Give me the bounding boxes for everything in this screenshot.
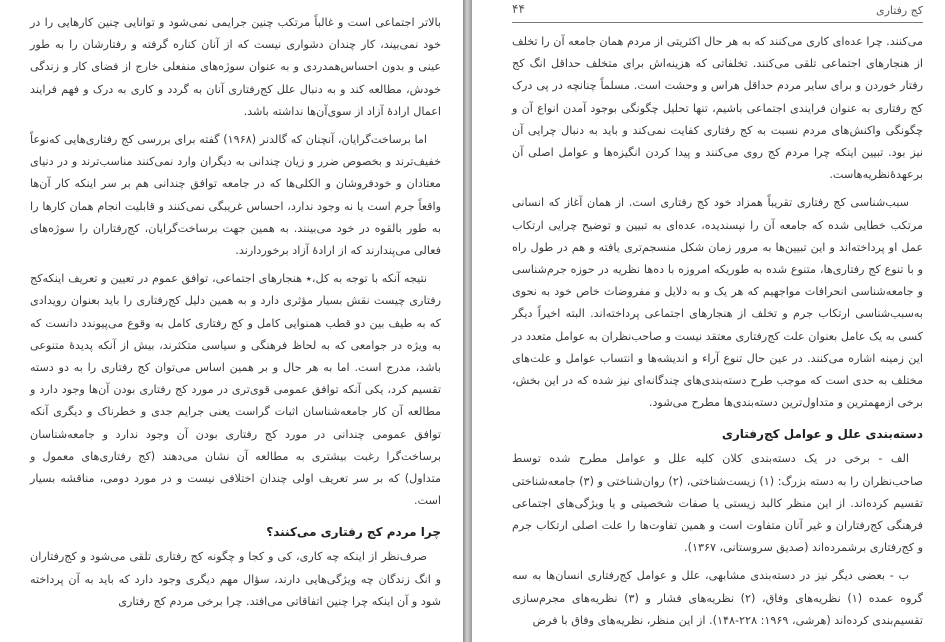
left-page (0, 0, 463, 642)
list-paragraph: الف - برخی در یک دسته‌بندی کلان کلیه علل و عوامل مطرح شده توسط صاحب‌نظران را به دسته بزرگ: (۱) زیست‌شناختی، (۲) روان‌شناختی و (۳) جامعه‌شناختی تقسیم کرده‌اند. از این منظر کالبد زیستی یا صفات شخصیتی و یا ویژگی‌های اجتماعی فرهنگی کج‌رفتاران و غیر آنان متفاوت است و همین تفاوت‌ها را علت اصلی ارتکاب جرم و کج‌رفتاری برشمرده‌اند (صدیق سروستانی، ۱۳۶۷). (512, 452, 923, 555)
body-paragraph: صرف‌نظر از اینکه چه کاری، کی و کجا و چگونه کج رفتاری تلقی می‌شود و کج‌رفتاران و انگ زندگان چه ویژگی‌هایی دارند، سؤال مهم دیگری وجود دارد که باید به آن پرداخته شود و آن اینکه چرا چنین اتفاقاتی می‌افتد. چرا برخی مردم کج رفتاری (30, 550, 441, 608)
list-paragraph: ب - بعضی دیگر نیز در دسته‌بندی مشابهی، علل و عوامل کج‌رفتاری انسان‌ها به سه گروه عمده (۱) نظریه‌های وفاق، (۲) نظریه‌های فشار و (۳) نظریه‌های مجرم‌سازی تقسیم‌بندی کرده‌اند (هرشی، ۱۹۶۹: ۲۲۸-۱۴۸). از این منظر، نظریه‌های وفاق با فرض (512, 569, 923, 627)
body-paragraph: سبب‌شناسی کج رفتاری تقریباً همزاد خود کج رفتاری است. از همان آغاز که انسانی مرتکب خطایی شده که جامعه آن را نپسندیده، عده‌ای به تبیین و توضیح چرایی ارتکاب عمل او پرداخته‌اند و این تبیین‌ها به مرور زمان شکل منسجم‌تری یافته و هم در طول راه و با تنوع کج رفتاری‌ها، متنوع شده به طوریکه امروزه با ده‌ها نظریه در حوزه جرم‌شناسی و جامعه‌شناسی انحرافات مواجهیم که هر یک و به دلایل و مفروضات خاص خود به نحوی به‌سبب‌شناسی ارتکاب جرم و تخلف از هنجارهای اجتماعی پرداخته‌اند. البته اخیراً دیگر کسی به یک عامل بعنوان علت کج‌رفتاری معتقد نیست و صاحب‌نظران به عوامل متعدد در این زمینه اشاره می‌کنند. در عین حال تنوع آراء و اندیشه‌ها و انتساب عوامل و علت‌های مختلف به حدی است که موجب طرح دسته‌بندی‌های چندگانه‌ای نیز شده که در این بخش، برخی ازمهمترین و متداول‌ترین دسته‌بندی‌ها مطرح می‌شود. (512, 196, 923, 410)
book-gutter (463, 0, 472, 642)
body-paragraph: بالاتر اجتماعی است و غالباً مرتکب چنین جرایمی نمی‌شود و توانایی چنین کارهایی را در خود نمی‌بیند، کار چندان دشواری نیست که از آنان کناره گرفته و رفتارشان را به طور عینی و بدون احساس‌همدردی و به عنوان سوژه‌های منفعلی خارج از فضای کار و زندگی خودش، مطالعه کند و به دنبال علل کج‌رفتاری آنان به گردد و کاری به درک و فهم فرایند اعمال ارادهٔ آزاد از سوی‌آن‌ها نداشته باشد. (30, 16, 441, 118)
right-page (472, 0, 945, 642)
section-heading: دسته‌بندی علل و عوامل کج‌رفتاری (721, 427, 923, 442)
body-paragraph: نتیجه آنکه با توجه به کل،٭ هنجارهای اجتماعی، توافق عموم در تعیین و تعریف اینکه‌کج رفتاری چیست نقش بسیار مؤثری دارد و به همین دلیل کج‌رفتاری را باید بعنوان رویدادی که به طیف بین دو قطب همنوایی کامل و کج رفتاری کامل به وقوع می‌پیوندد دانست که به ویژه در جوامعی که به لحاظ فرهنگی و سیاسی متکثرند، بیش از آنکه پدیدهٔ متنوعی باشد، مدرج است. اما به هر حال و بر همین اساس می‌توان کج رفتاری را به دو دسته تقسیم کرد، یکی آنکه توافق عمومی قوی‌تری در مورد کج رفتاری بودن آن‌ها وجود دارد و مطالعه آن کار جامعه‌شناسان اثبات گراست یعنی جرایم جدی و خطرناک و دیگری آنکه توافق عمومی چندانی در مورد کج رفتاری بودن آن وجود ندارد و جامعه‌شناسان برساخت‌گرا رغبت بیشتری به مطالعه آن نشان می‌دهند (کج رفتاری‌های معمول و متداول) که بر سر تعریف اولی چندان اختلافی نیست و در مورد دومی، مناقشه بسیار است. (30, 272, 441, 508)
body-paragraph: می‌کنند. چرا عده‌ای کاری می‌کنند که به هر حال اکثریتی از مردم همان جامعه آن را تخلف از هنجارهای اجتماعی تلقی می‌کنند. تخلفاتی که هزینه‌اش برای متخلف حداقل انگ کج رفتار خوردن و برای سایر مردم حداقل هراس و وحشت است. مسلماً چنانچه در پی درک کج رفتاری به عنوان فرایندی اجتماعی باشیم، تنها تحلیل چگونگی بوجود آمدن انواع آن و چگونگی واکنش‌های مردم نسبت به کج رفتاری کفایت نمی‌کند و باید به دنبال چرایی آن نیز بود. تبیین اینکه چرا مردم کج روی می‌کنند و پیدا کردن انگیزه‌ها و عوامل اصلی آن برعهدهٔ‌نظریه‌هاست. (512, 35, 923, 182)
running-title: کج رفتاری (876, 4, 923, 17)
section-heading: چرا مردم کج رفتاری می‌کنند؟ (266, 525, 441, 540)
running-header (512, 0, 923, 23)
page-number: ۴۴ (512, 2, 525, 16)
body-paragraph: اما برساخت‌گرایان، آنچنان که گالدنر (۱۹۶۸) گفته برای بررسی کج رفتاری‌هایی که‌نوعاً خفیف‌ترند و بخصوص ضرر و زیان چندانی به دیگران وارد نمی‌کنند مناسب‌ترند و در دنیای معتادان و خودفروشان و الکلی‌ها که در جامعه توافق چندانی هم بر سر اینکه کار آن‌ها واقعاً جرم است یا نه وجود ندارد، احساس غریبگی نمی‌کنند و قابلیت انجام همان کارها را به طور بالقوه در خود می‌بینند. به همین جهت برساخت‌گرایان، کج‌رفتاران را سوژه‌های فعالی می‌پندارند که از ارادهٔ آزاد برخوردارند. (30, 133, 441, 258)
